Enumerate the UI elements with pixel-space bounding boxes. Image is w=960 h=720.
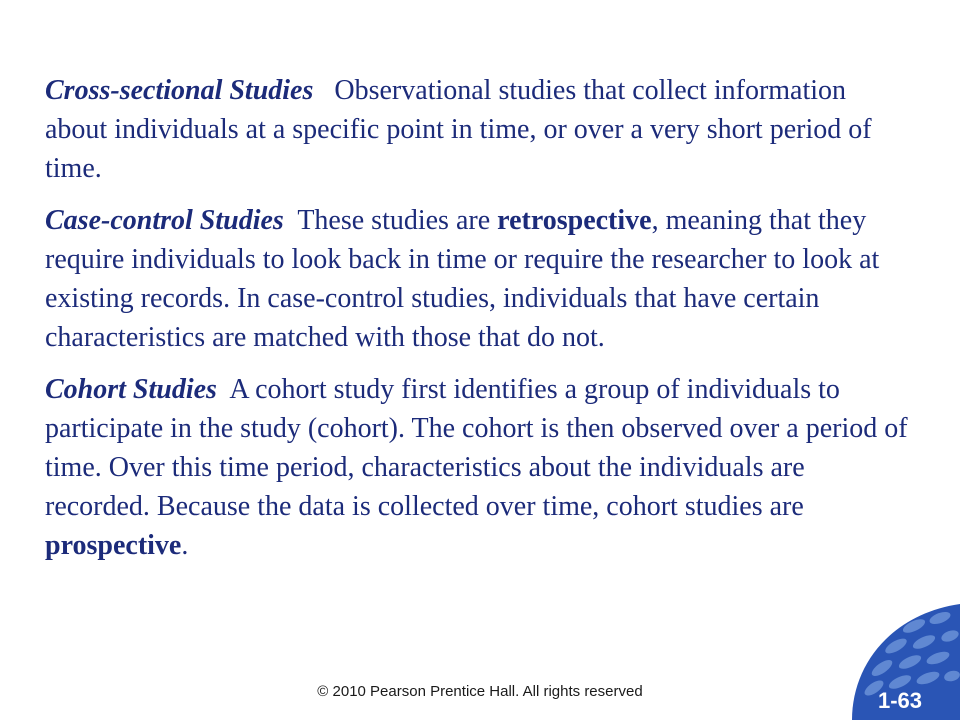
page-number: 1-63 xyxy=(878,688,923,713)
definition-text: A cohort study first identifies a group of individuals to participate in the study (cohort). The cohort is then observed over a period of time. Over this time period, characteristics about the individuals are recorded. Because the data is collected over time, cohort studies are xyxy=(45,374,908,522)
definition-text-continued: . xyxy=(181,530,189,561)
definition-cross-sectional xyxy=(45,71,913,188)
term-cohort: Cohort Studies xyxy=(45,374,217,405)
copyright-footer: © 2010 Pearson Prentice Hall. All rights reserved xyxy=(317,683,643,700)
term-cross-sectional: Cross-sectional Studies xyxy=(45,75,314,106)
definition-text-continued: , meaning that they require individuals to look back in time or require the researcher to look at existing records. In case-control studies, individuals that have certain characteristics are matched with those that do not. xyxy=(45,205,880,353)
definition-text: Observational studies that collect information about individuals at a specific point in time, or over a very short period of time. xyxy=(45,75,872,184)
definition-text: These studies are xyxy=(297,205,498,236)
emphasis-retrospective: retrospective xyxy=(497,205,652,236)
emphasis-prospective: prospective xyxy=(45,530,182,561)
definition-cohort xyxy=(45,370,913,565)
definition-case-control xyxy=(45,201,913,357)
term-case-control: Case-control Studies xyxy=(45,205,284,236)
slide-content xyxy=(45,71,913,578)
